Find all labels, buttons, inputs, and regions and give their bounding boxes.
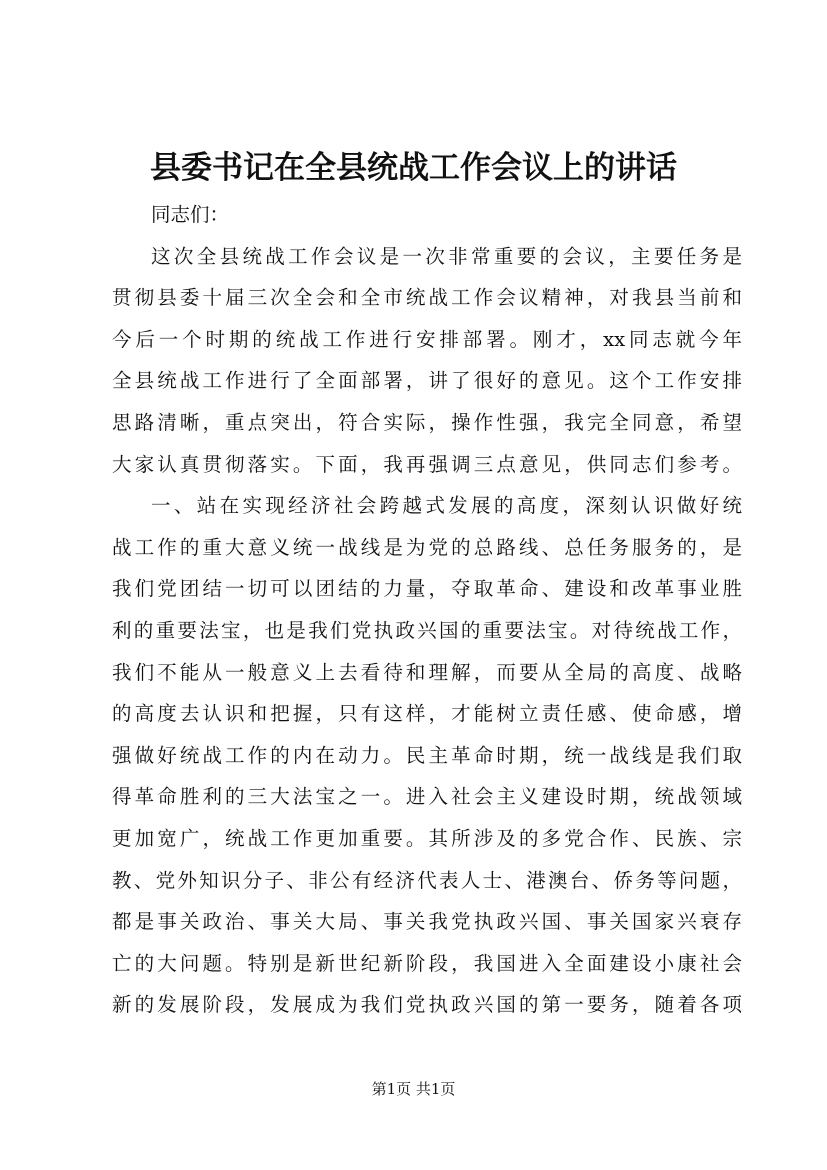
document-body: [112, 194, 742, 1026]
body-line: 战工作的重大意义统一战线是为党的总路线、总任务服务的，是: [112, 535, 742, 559]
body-line: 新的发展阶段，发展成为我们党执政兴国的第一要务，随着各项: [112, 993, 742, 1017]
body-line: 强做好统战工作的内在动力。民主革命时期，统一战线是我们取: [112, 743, 742, 767]
body-line: 我们不能从一般意义上去看待和理解，而要从全局的高度、战略: [112, 660, 742, 684]
body-line: 思路清晰，重点突出，符合实际，操作性强，我完全同意，希望: [112, 410, 742, 434]
body-line: 一、站在实现经济社会跨越式发展的高度，深刻认识做好统: [151, 494, 742, 518]
body-line: 我们党团结一切可以团结的力量，夺取革命、建设和改革事业胜: [112, 577, 742, 601]
salutation-line: 同志们：: [151, 203, 230, 226]
body-line: 全县统战工作进行了全面部署，讲了很好的意见。这个工作安排: [112, 369, 742, 393]
body-line: 今后一个时期的统战工作进行安排部署。刚才，xx同志就今年: [112, 327, 742, 351]
body-line: 得革命胜利的三大法宝之一。进入社会主义建设时期，统战领域: [112, 785, 742, 809]
body-line: 教、党外知识分子、非公有经济代表人士、港澳台、侨务等问题，: [112, 868, 742, 892]
body-line: 亡的大问题。特别是新世纪新阶段，我国进入全面建设小康社会: [112, 951, 742, 975]
body-line: 贯彻县委十届三次全会和全市统战工作会议精神，对我县当前和: [112, 286, 742, 310]
body-line: 大家认真贯彻落实。下面，我再强调三点意见，供同志们参考。: [112, 452, 742, 476]
body-line: 利的重要法宝，也是我们党执政兴国的重要法宝。对待统战工作，: [112, 618, 742, 642]
body-line: 更加宽广，统战工作更加重要。其所涉及的多党合作、民族、宗: [112, 826, 742, 850]
document-title: 县委书记在全县统战工作会议上的讲话: [150, 150, 677, 186]
body-line: 这次全县统战工作会议是一次非常重要的会议，主要任务是: [151, 244, 742, 268]
body-line: 的高度去认识和把握，只有这样，才能树立责任感、使命感，增: [112, 702, 742, 726]
body-line: 都是事关政治、事关大局、事关我党执政兴国、事关国家兴衰存: [112, 910, 742, 934]
page-footer: 第1页 共1页: [371, 1080, 456, 1098]
